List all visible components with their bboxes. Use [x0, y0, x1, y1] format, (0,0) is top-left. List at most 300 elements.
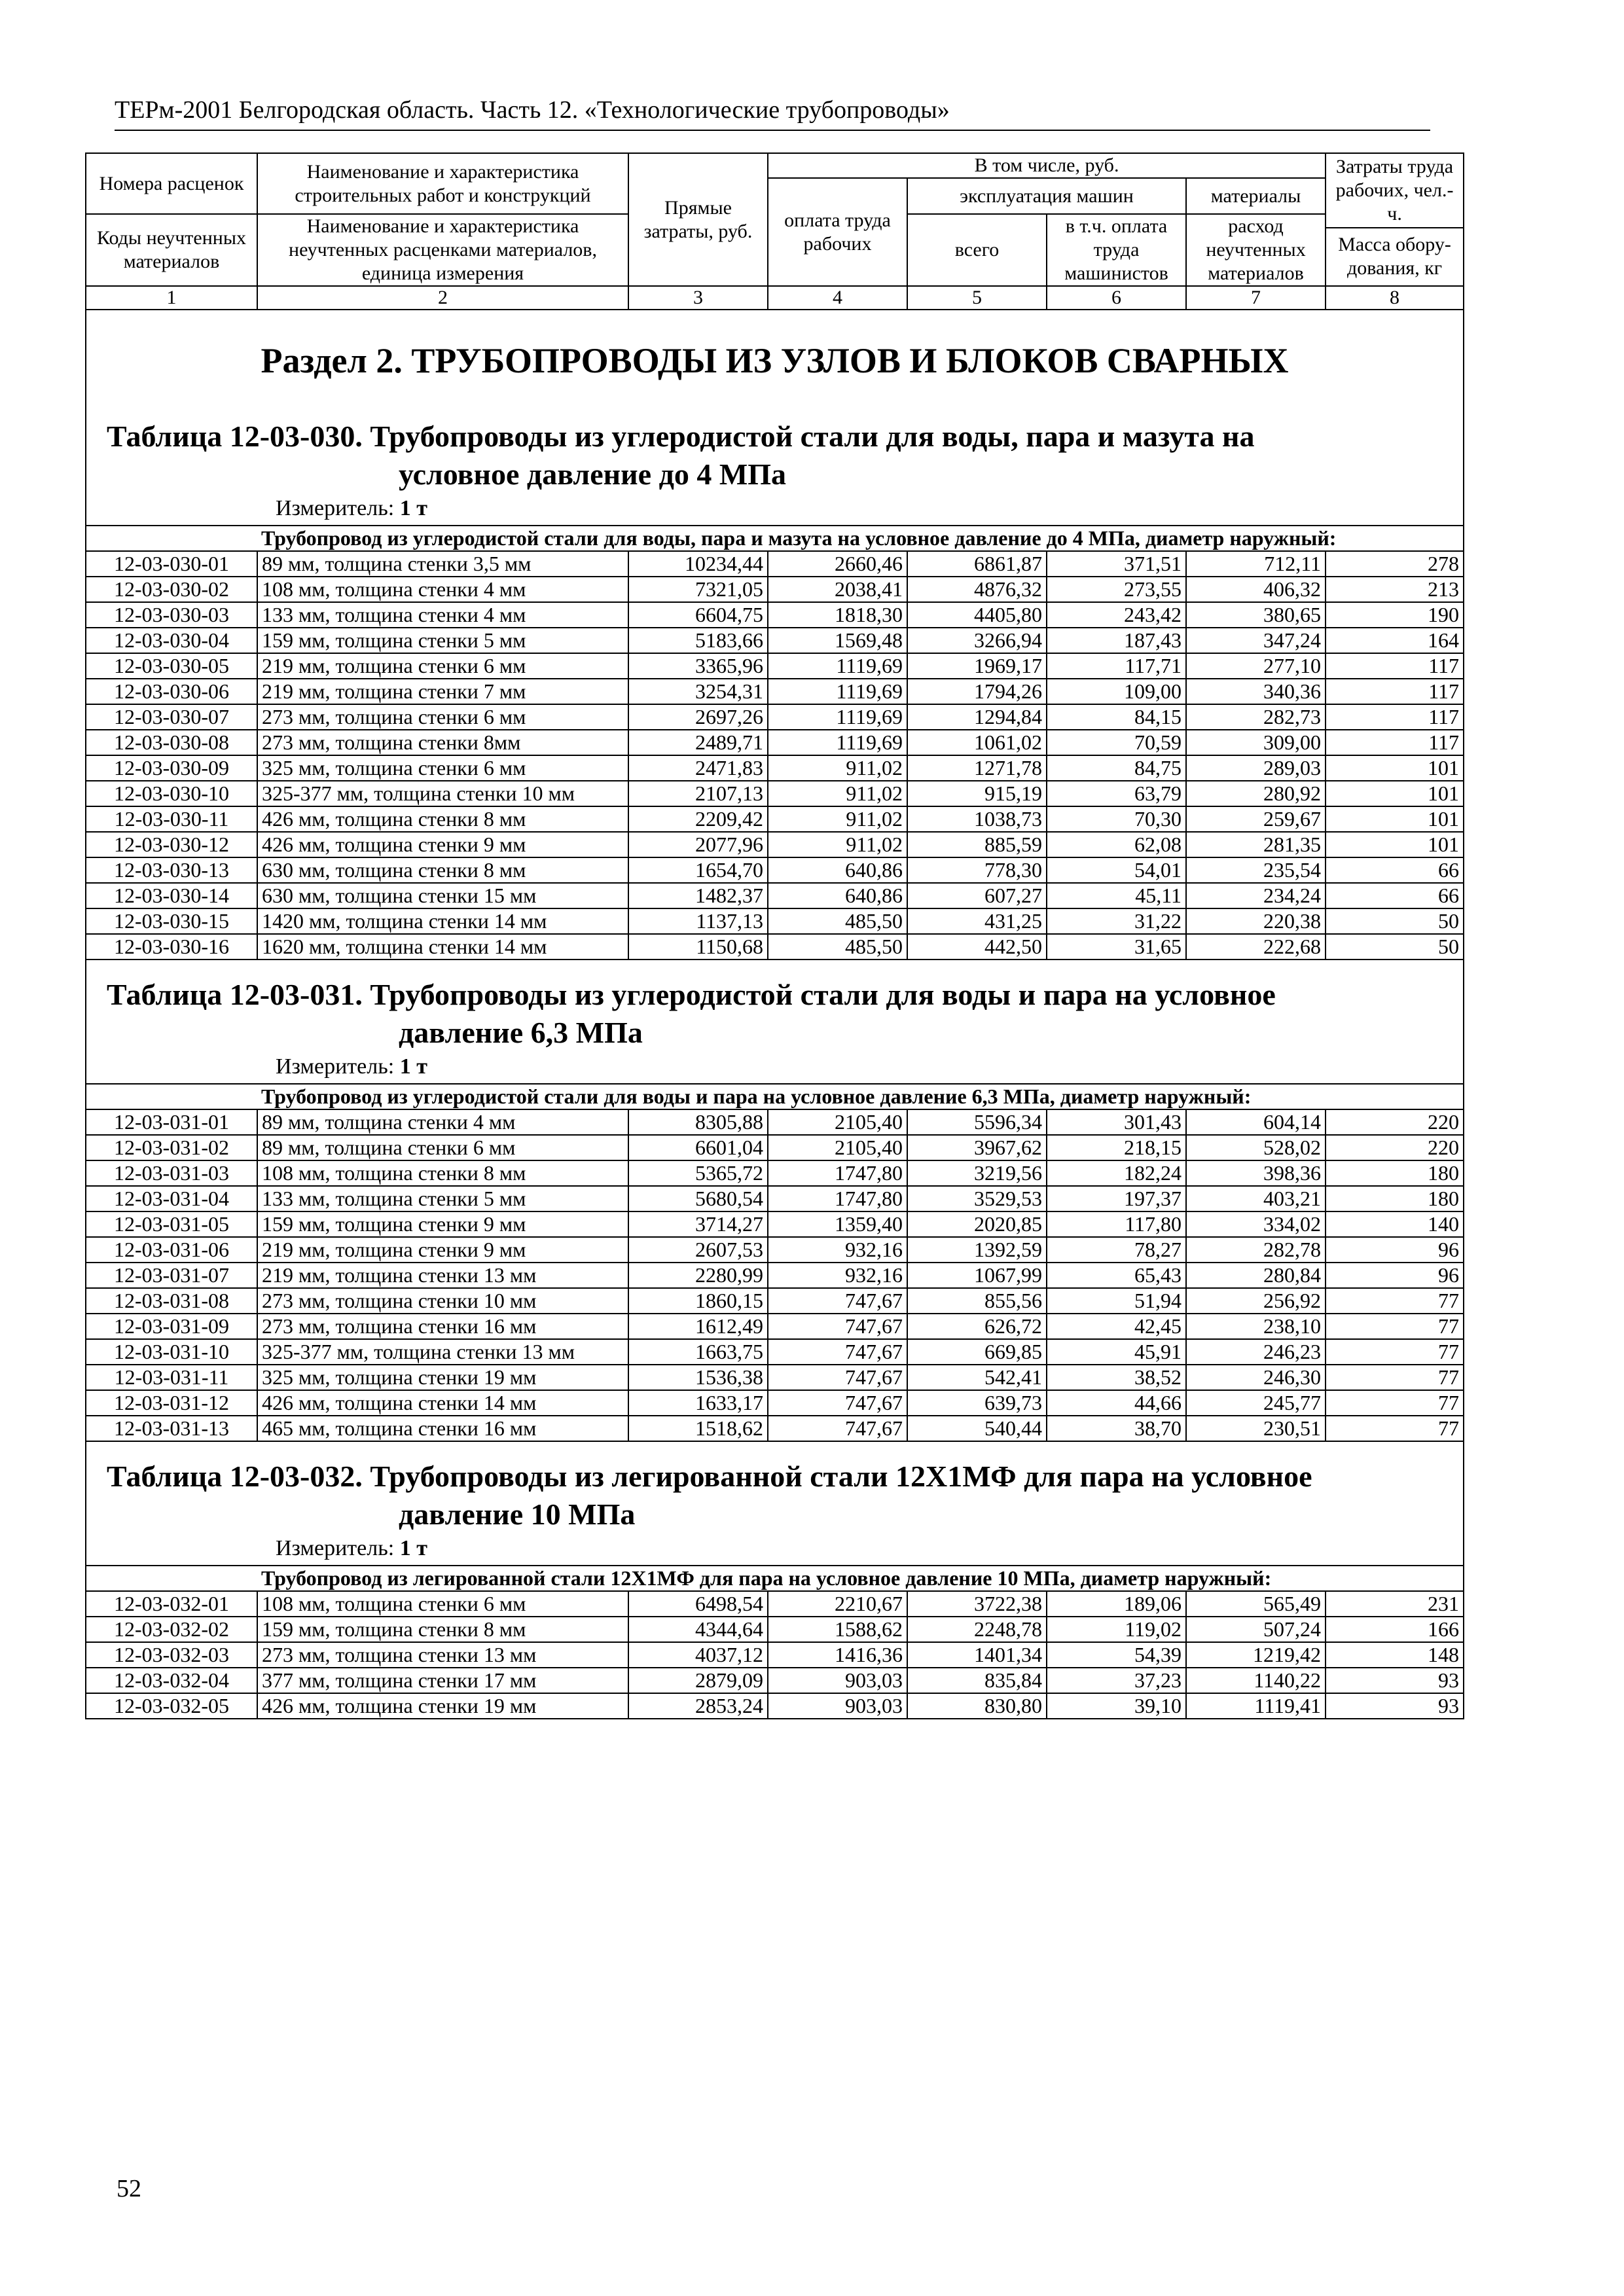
meter-value: 1 т	[399, 1536, 427, 1560]
cell-code: 12-03-031-08	[86, 1288, 257, 1314]
table-row	[86, 883, 1464, 908]
cell-code: 12-03-030-13	[86, 857, 257, 883]
cell-machinists: 187,43	[1047, 628, 1186, 653]
header-labor: Затраты труда рабочих, чел.-ч.	[1326, 153, 1464, 228]
cell-machines: 1392,59	[907, 1237, 1047, 1263]
cell-machinists: 65,43	[1047, 1263, 1186, 1288]
running-header: ТЕРм-2001 Белгородская область. Часть 12. «Технологические трубопроводы»	[115, 93, 1430, 131]
column-index-row	[86, 286, 1464, 310]
cell-name: 465 мм, толщина стенки 16 мм	[257, 1416, 628, 1441]
cell-materials: 565,49	[1186, 1591, 1326, 1617]
cell-name: 108 мм, толщина стенки 8 мм	[257, 1160, 628, 1186]
cell-machines: 3219,56	[907, 1160, 1047, 1186]
cell-direct: 2077,96	[628, 832, 768, 857]
cell-materials: 246,23	[1186, 1339, 1326, 1365]
cell-code: 12-03-032-05	[86, 1693, 257, 1719]
cell-materials: 334,02	[1186, 1211, 1326, 1237]
header-machines-group: эксплуатация машин	[907, 178, 1186, 214]
cell-machinists: 70,59	[1047, 730, 1186, 755]
header-materials-group: материалы	[1186, 178, 1326, 214]
table-title-line1: Таблица 12-03-032. Трубопроводы из легированной стали 12Х1МФ для пара на условное	[107, 1460, 1312, 1493]
cell-machines: 639,73	[907, 1390, 1047, 1416]
cell-direct: 2697,26	[628, 704, 768, 730]
cell-machinists: 218,15	[1047, 1135, 1186, 1160]
cell-name: 108 мм, толщина стенки 4 мм	[257, 577, 628, 602]
cell-machines: 1061,02	[907, 730, 1047, 755]
cell-code: 12-03-031-11	[86, 1365, 257, 1390]
cell-name: 219 мм, толщина стенки 6 мм	[257, 653, 628, 679]
cell-machines: 1794,26	[907, 679, 1047, 704]
cell-machines: 1294,84	[907, 704, 1047, 730]
table-row	[86, 1668, 1464, 1693]
table-row	[86, 704, 1464, 730]
table-row	[86, 908, 1464, 934]
cell-machinists: 301,43	[1047, 1109, 1186, 1135]
cell-name: 219 мм, толщина стенки 9 мм	[257, 1237, 628, 1263]
cell-materials: 1119,41	[1186, 1693, 1326, 1719]
cell-name: 426 мм, толщина стенки 8 мм	[257, 806, 628, 832]
table-row	[86, 1314, 1464, 1339]
cell-wages: 640,86	[768, 857, 907, 883]
table-title-line1: Таблица 12-03-031. Трубопроводы из углеродистой стали для воды и пара на условное	[107, 978, 1276, 1011]
table-row	[86, 1109, 1464, 1135]
cell-machinists: 31,22	[1047, 908, 1186, 934]
cell-wages: 747,67	[768, 1365, 907, 1390]
cell-name: 273 мм, толщина стенки 10 мм	[257, 1288, 628, 1314]
section-title: Раздел 2. ТРУБОПРОВОДЫ ИЗ УЗЛОВ И БЛОКОВ СВАРНЫХ	[261, 341, 1289, 380]
cell-direct: 1150,68	[628, 934, 768, 960]
table-row	[86, 781, 1464, 806]
cell-materials: 507,24	[1186, 1617, 1326, 1642]
cell-machinists: 197,37	[1047, 1186, 1186, 1211]
cell-wages: 903,03	[768, 1668, 907, 1693]
cell-name: 273 мм, толщина стенки 8мм	[257, 730, 628, 755]
cell-name: 159 мм, толщина стенки 5 мм	[257, 628, 628, 653]
cell-machines: 1038,73	[907, 806, 1047, 832]
cell-machinists: 45,11	[1047, 883, 1186, 908]
cell-code: 12-03-032-04	[86, 1668, 257, 1693]
section-title-row	[86, 310, 1464, 402]
cell-labor: 77	[1326, 1314, 1464, 1339]
cell-labor: 101	[1326, 832, 1464, 857]
group-header-spacer	[86, 1566, 257, 1591]
cell-labor: 101	[1326, 755, 1464, 781]
cell-wages: 485,50	[768, 934, 907, 960]
cell-direct: 4037,12	[628, 1642, 768, 1668]
cell-name: 273 мм, толщина стенки 16 мм	[257, 1314, 628, 1339]
table-row	[86, 857, 1464, 883]
cell-direct: 3254,31	[628, 679, 768, 704]
section-title-cell	[86, 310, 1464, 402]
cell-machines: 3529,53	[907, 1186, 1047, 1211]
cell-direct: 5680,54	[628, 1186, 768, 1211]
cell-wages: 1119,69	[768, 653, 907, 679]
cell-machines: 540,44	[907, 1416, 1047, 1441]
header-wages: оплата труда рабочих	[768, 178, 907, 286]
cell-labor: 101	[1326, 806, 1464, 832]
cell-machinists: 273,55	[1047, 577, 1186, 602]
cell-wages: 2660,46	[768, 551, 907, 577]
cell-materials: 380,65	[1186, 602, 1326, 628]
cell-materials: 604,14	[1186, 1109, 1326, 1135]
meter-value: 1 т	[399, 496, 427, 520]
cell-labor: 50	[1326, 934, 1464, 960]
cell-machinists: 84,15	[1047, 704, 1186, 730]
group-header-spacer	[86, 526, 257, 551]
column-index: 1	[86, 286, 257, 310]
column-index: 8	[1326, 286, 1464, 310]
cell-name: 273 мм, толщина стенки 13 мм	[257, 1642, 628, 1668]
cell-code: 12-03-031-10	[86, 1339, 257, 1365]
cell-direct: 1663,75	[628, 1339, 768, 1365]
cell-labor: 93	[1326, 1693, 1464, 1719]
table-title	[90, 1442, 1459, 1534]
cell-labor: 213	[1326, 577, 1464, 602]
table-title-line2: условное давление до 4 МПа	[399, 457, 787, 491]
table-title-line2: давление 6,3 МПа	[399, 1016, 643, 1049]
cell-direct: 2607,53	[628, 1237, 768, 1263]
cell-wages: 911,02	[768, 755, 907, 781]
cell-code: 12-03-031-04	[86, 1186, 257, 1211]
header-code-top: Номера расценок	[86, 153, 257, 214]
table-title-line1: Таблица 12-03-030. Трубопроводы из углеродистой стали для воды, пара и мазута на	[107, 420, 1255, 453]
table-row	[86, 1211, 1464, 1237]
cell-labor: 148	[1326, 1642, 1464, 1668]
table-row	[86, 730, 1464, 755]
cell-materials: 712,11	[1186, 551, 1326, 577]
cell-materials: 309,00	[1186, 730, 1326, 755]
cell-name: 89 мм, толщина стенки 4 мм	[257, 1109, 628, 1135]
cell-wages: 932,16	[768, 1263, 907, 1288]
cell-code: 12-03-030-14	[86, 883, 257, 908]
cell-machines: 542,41	[907, 1365, 1047, 1390]
table-row	[86, 1416, 1464, 1441]
cell-direct: 3365,96	[628, 653, 768, 679]
cell-wages: 640,86	[768, 883, 907, 908]
cell-wages: 2038,41	[768, 577, 907, 602]
table-row	[86, 1237, 1464, 1263]
document-frame	[85, 152, 1463, 1719]
header-name-top: Наименование и характеристика строительных работ и конструкций	[257, 153, 628, 214]
cell-wages: 2210,67	[768, 1591, 907, 1617]
cell-wages: 1818,30	[768, 602, 907, 628]
cell-direct: 7321,05	[628, 577, 768, 602]
cell-direct: 5365,72	[628, 1160, 768, 1186]
cell-code: 12-03-030-11	[86, 806, 257, 832]
cell-materials: 246,30	[1186, 1365, 1326, 1390]
table-row	[86, 1365, 1464, 1390]
table-title-row	[86, 402, 1464, 526]
table-row	[86, 755, 1464, 781]
cell-machines: 1067,99	[907, 1263, 1047, 1288]
table-row	[86, 628, 1464, 653]
cell-machinists: 84,75	[1047, 755, 1186, 781]
cell-labor: 101	[1326, 781, 1464, 806]
cell-wages: 1119,69	[768, 704, 907, 730]
table-row	[86, 551, 1464, 577]
cell-labor: 166	[1326, 1617, 1464, 1642]
cell-wages: 1119,69	[768, 679, 907, 704]
header-code-bottom: Коды неучтенных материалов	[86, 214, 257, 286]
cell-materials: 259,67	[1186, 806, 1326, 832]
cell-labor: 180	[1326, 1186, 1464, 1211]
cell-materials: 1140,22	[1186, 1668, 1326, 1693]
cell-labor: 220	[1326, 1109, 1464, 1135]
price-table	[85, 152, 1464, 1719]
cell-direct: 10234,44	[628, 551, 768, 577]
header-equipment-mass: Масса обору-дования, кг	[1326, 228, 1464, 286]
cell-wages: 911,02	[768, 806, 907, 832]
group-header: Трубопровод из углеродистой стали для воды, пара и мазута на условное давление до 4 МПа, диаметр наружный:	[257, 526, 1464, 551]
cell-labor: 77	[1326, 1339, 1464, 1365]
cell-direct: 2879,09	[628, 1668, 768, 1693]
table-row	[86, 806, 1464, 832]
cell-materials: 245,77	[1186, 1390, 1326, 1416]
cell-machines: 855,56	[907, 1288, 1047, 1314]
cell-wages: 911,02	[768, 781, 907, 806]
cell-code: 12-03-030-10	[86, 781, 257, 806]
cell-materials: 282,73	[1186, 704, 1326, 730]
column-index: 4	[768, 286, 907, 310]
cell-direct: 6601,04	[628, 1135, 768, 1160]
header-direct-costs: Прямые затраты, руб.	[628, 153, 768, 286]
cell-machines: 4876,32	[907, 577, 1047, 602]
cell-machinists: 31,65	[1047, 934, 1186, 960]
cell-labor: 93	[1326, 1668, 1464, 1693]
cell-machines: 4405,80	[907, 602, 1047, 628]
cell-labor: 220	[1326, 1135, 1464, 1160]
cell-name: 133 мм, толщина стенки 4 мм	[257, 602, 628, 628]
cell-name: 630 мм, толщина стенки 15 мм	[257, 883, 628, 908]
cell-machines: 5596,34	[907, 1109, 1047, 1135]
cell-wages: 1416,36	[768, 1642, 907, 1668]
table-row	[86, 577, 1464, 602]
table-title	[90, 960, 1459, 1052]
cell-name: 426 мм, толщина стенки 9 мм	[257, 832, 628, 857]
cell-materials: 280,84	[1186, 1263, 1326, 1288]
cell-direct: 1137,13	[628, 908, 768, 934]
column-index: 3	[628, 286, 768, 310]
cell-direct: 8305,88	[628, 1109, 768, 1135]
table-row	[86, 934, 1464, 960]
table-row	[86, 679, 1464, 704]
cell-code: 12-03-030-04	[86, 628, 257, 653]
table-row	[86, 1339, 1464, 1365]
cell-machines: 3722,38	[907, 1591, 1047, 1617]
cell-machines: 835,84	[907, 1668, 1047, 1693]
cell-machinists: 371,51	[1047, 551, 1186, 577]
cell-machines: 778,30	[907, 857, 1047, 883]
cell-machinists: 54,39	[1047, 1642, 1186, 1668]
cell-wages: 1569,48	[768, 628, 907, 653]
cell-name: 630 мм, толщина стенки 8 мм	[257, 857, 628, 883]
cell-machinists: 182,24	[1047, 1160, 1186, 1186]
cell-machinists: 117,80	[1047, 1211, 1186, 1237]
table-title	[90, 402, 1459, 493]
cell-code: 12-03-032-02	[86, 1617, 257, 1642]
cell-direct: 2489,71	[628, 730, 768, 755]
cell-wages: 1747,80	[768, 1186, 907, 1211]
cell-code: 12-03-032-03	[86, 1642, 257, 1668]
cell-materials: 406,32	[1186, 577, 1326, 602]
cell-machinists: 44,66	[1047, 1390, 1186, 1416]
group-header-row	[86, 1566, 1464, 1591]
cell-name: 89 мм, толщина стенки 6 мм	[257, 1135, 628, 1160]
cell-code: 12-03-031-02	[86, 1135, 257, 1160]
cell-machines: 1271,78	[907, 755, 1047, 781]
cell-code: 12-03-031-01	[86, 1109, 257, 1135]
cell-direct: 6604,75	[628, 602, 768, 628]
cell-code: 12-03-031-07	[86, 1263, 257, 1288]
cell-labor: 50	[1326, 908, 1464, 934]
table-row	[86, 1186, 1464, 1211]
cell-labor: 117	[1326, 679, 1464, 704]
cell-code: 12-03-031-03	[86, 1160, 257, 1186]
cell-wages: 932,16	[768, 1237, 907, 1263]
cell-labor: 117	[1326, 730, 1464, 755]
cell-materials: 398,36	[1186, 1160, 1326, 1186]
cell-wages: 485,50	[768, 908, 907, 934]
cell-machinists: 39,10	[1047, 1693, 1186, 1719]
column-index: 7	[1186, 286, 1326, 310]
cell-wages: 1359,40	[768, 1211, 907, 1237]
cell-direct: 1654,70	[628, 857, 768, 883]
cell-materials: 277,10	[1186, 653, 1326, 679]
meter-value: 1 т	[399, 1054, 427, 1079]
cell-wages: 747,67	[768, 1390, 907, 1416]
cell-wages: 903,03	[768, 1693, 907, 1719]
cell-direct: 1612,49	[628, 1314, 768, 1339]
cell-labor: 77	[1326, 1288, 1464, 1314]
cell-labor: 96	[1326, 1263, 1464, 1288]
cell-direct: 5183,66	[628, 628, 768, 653]
cell-machinists: 63,79	[1047, 781, 1186, 806]
cell-code: 12-03-031-06	[86, 1237, 257, 1263]
table-row	[86, 1135, 1464, 1160]
table-row	[86, 653, 1464, 679]
cell-name: 377 мм, толщина стенки 17 мм	[257, 1668, 628, 1693]
cell-code: 12-03-030-01	[86, 551, 257, 577]
cell-materials: 280,92	[1186, 781, 1326, 806]
cell-name: 1420 мм, толщина стенки 14 мм	[257, 908, 628, 934]
cell-materials: 234,24	[1186, 883, 1326, 908]
cell-wages: 2105,40	[768, 1135, 907, 1160]
cell-labor: 231	[1326, 1591, 1464, 1617]
table-title-cell	[86, 402, 1464, 526]
cell-materials: 340,36	[1186, 679, 1326, 704]
cell-code: 12-03-030-16	[86, 934, 257, 960]
cell-machines: 607,27	[907, 883, 1047, 908]
table-row	[86, 602, 1464, 628]
cell-code: 12-03-030-09	[86, 755, 257, 781]
cell-direct: 6498,54	[628, 1591, 768, 1617]
table-title-row	[86, 1441, 1464, 1566]
column-index: 6	[1047, 286, 1186, 310]
cell-materials: 403,21	[1186, 1186, 1326, 1211]
table-row	[86, 1591, 1464, 1617]
cell-machines: 3967,62	[907, 1135, 1047, 1160]
header-including: В том числе, руб.	[768, 153, 1326, 178]
cell-machinists: 119,02	[1047, 1617, 1186, 1642]
cell-labor: 66	[1326, 857, 1464, 883]
cell-name: 325-377 мм, толщина стенки 13 мм	[257, 1339, 628, 1365]
cell-labor: 190	[1326, 602, 1464, 628]
header-machinists-wages: в т.ч. оплата труда машинистов	[1047, 214, 1186, 286]
cell-labor: 66	[1326, 883, 1464, 908]
cell-code: 12-03-031-09	[86, 1314, 257, 1339]
cell-materials: 230,51	[1186, 1416, 1326, 1441]
cell-machinists: 38,70	[1047, 1416, 1186, 1441]
cell-machinists: 189,06	[1047, 1591, 1186, 1617]
column-index: 2	[257, 286, 628, 310]
cell-machinists: 38,52	[1047, 1365, 1186, 1390]
cell-code: 12-03-030-03	[86, 602, 257, 628]
cell-labor: 117	[1326, 653, 1464, 679]
table-title-cell	[86, 1441, 1464, 1566]
cell-code: 12-03-030-12	[86, 832, 257, 857]
cell-materials: 220,38	[1186, 908, 1326, 934]
cell-code: 12-03-031-13	[86, 1416, 257, 1441]
cell-direct: 1518,62	[628, 1416, 768, 1441]
cell-materials: 256,92	[1186, 1288, 1326, 1314]
cell-code: 12-03-030-05	[86, 653, 257, 679]
cell-machines: 6861,87	[907, 551, 1047, 577]
cell-direct: 2853,24	[628, 1693, 768, 1719]
table-row	[86, 1390, 1464, 1416]
cell-materials: 235,54	[1186, 857, 1326, 883]
cell-code: 12-03-030-15	[86, 908, 257, 934]
cell-machinists: 51,94	[1047, 1288, 1186, 1314]
cell-materials: 528,02	[1186, 1135, 1326, 1160]
cell-code: 12-03-031-05	[86, 1211, 257, 1237]
cell-wages: 747,67	[768, 1314, 907, 1339]
cell-machines: 885,59	[907, 832, 1047, 857]
cell-direct: 2280,99	[628, 1263, 768, 1288]
column-index: 5	[907, 286, 1047, 310]
cell-labor: 140	[1326, 1211, 1464, 1237]
cell-labor: 278	[1326, 551, 1464, 577]
cell-code: 12-03-030-08	[86, 730, 257, 755]
table-row	[86, 1263, 1464, 1288]
cell-machinists: 45,91	[1047, 1339, 1186, 1365]
cell-materials: 222,68	[1186, 934, 1326, 960]
table-row	[86, 832, 1464, 857]
cell-name: 219 мм, толщина стенки 13 мм	[257, 1263, 628, 1288]
cell-wages: 1747,80	[768, 1160, 907, 1186]
cell-machines: 442,50	[907, 934, 1047, 960]
cell-machines: 669,85	[907, 1339, 1047, 1365]
cell-code: 12-03-031-12	[86, 1390, 257, 1416]
cell-code: 12-03-032-01	[86, 1591, 257, 1617]
header-machines-total: всего	[907, 214, 1047, 286]
cell-materials: 1219,42	[1186, 1642, 1326, 1668]
cell-machines: 1969,17	[907, 653, 1047, 679]
cell-machines: 626,72	[907, 1314, 1047, 1339]
cell-labor: 117	[1326, 704, 1464, 730]
cell-name: 159 мм, толщина стенки 9 мм	[257, 1211, 628, 1237]
group-header: Трубопровод из легированной стали 12Х1МФ для пара на условное давление 10 МПа, диаметр наружный:	[257, 1566, 1464, 1591]
group-header-row	[86, 526, 1464, 551]
cell-direct: 4344,64	[628, 1617, 768, 1642]
table-row	[86, 1160, 1464, 1186]
meter-line	[90, 1052, 1459, 1083]
header-materials-unaccounted: расход неучтенных материалов	[1186, 214, 1326, 286]
cell-direct: 1633,17	[628, 1390, 768, 1416]
cell-machines: 915,19	[907, 781, 1047, 806]
cell-name: 219 мм, толщина стенки 7 мм	[257, 679, 628, 704]
cell-machinists: 37,23	[1047, 1668, 1186, 1693]
cell-machines: 431,25	[907, 908, 1047, 934]
